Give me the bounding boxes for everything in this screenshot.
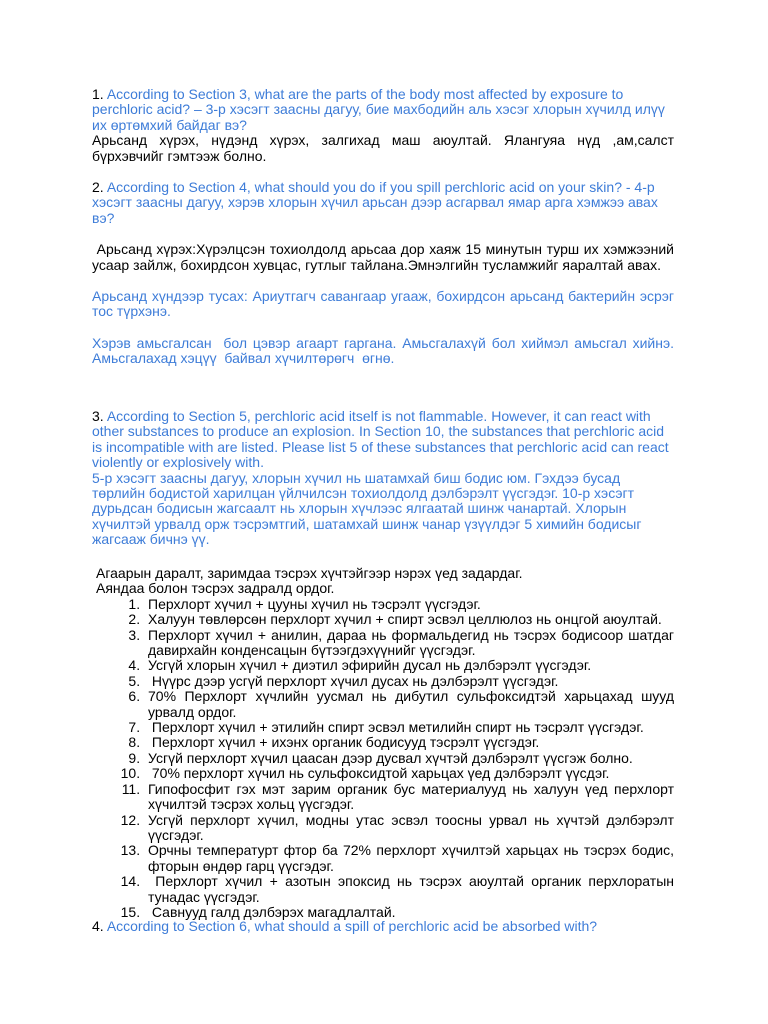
list-item: 12. Усгүй перхлорт хүчил, модны утас эсвэл тоосны урвал нь хүчтэй дэлбэрэлт үүсгэдэг.: [144, 813, 674, 844]
list-item: 10. 70% перхлорт хүчил нь сульфоксидтой харьцах үед дэлбэрэлт үүсдэг.: [144, 766, 674, 781]
list-item: 2. Халуун төвлөрсөн перхлорт хүчил + спирт эсвэл целлюлоз нь онцгой аюултай.: [144, 612, 674, 627]
answer-intro-1: Агаарын даралт, заримдаа тэсрэх хүчтэйгээр нэрэх үед задардаг.: [96, 565, 523, 581]
question-4-prompt: According to Section 6, what should a spill of perchloric acid be absorbed with?: [106, 918, 598, 934]
list-item: 8. Перхлорт хүчил + ихэнх органик бодисууд тэсрэлт үүсгэдэг.: [144, 735, 674, 750]
list-item: 13. Орчны температурт фтор ба 72% перхлорт хүчилтэй харьцах нь тэсрэх бодис, фторын өндөр гарц үүсгэдэг.: [144, 843, 674, 874]
question-3-prompt-mn: 5-р хэсэгт заасны дагуу, хлорын хүчил нь шатамхай биш бодис юм. Гэхдээ бусад төрлийн бодистой харилцан үйлчилсэн тохиолдолд дэлбэрэлт үүсгэдэг. 10-р хэсэгт дурьдсан бодисын жагсаалт нь хлорын хүчлээс ялгаатай шинж чанартай. Хлорын хүчилтэй урвалд орж тэсрэмтгий, шатамхай шинж чанар үзүүлдэг 5 химийн бодисыг жагсааж бичнэ үү.: [92, 469, 642, 548]
list-item: 3. Перхлорт хүчил + анилин, дараа нь формальдегид нь тэсрэх бодисоор шатдаг давирхайн конденсацын бүтээгдэхүүнийг үүсгэдэг.: [144, 628, 674, 659]
question-2-prompt: According to Section 4, what should you do if you spill perchloric acid on your skin? - 4-р хэсэгт заасны дагуу, хэрэв хлорын хүчил арьсан дээр асгарвал ямар арга хэмжээ авах вэ?: [92, 179, 658, 226]
question-4-number: 4.: [92, 918, 104, 934]
question-1-number: 1.: [92, 86, 104, 102]
list-item: 15. Савнууд галд дэлбэрэх магадлалтай.: [144, 905, 674, 920]
question-3-text: [92, 409, 674, 471]
question-4: [92, 919, 674, 934]
question-4-text: [92, 919, 674, 934]
question-2-answer-3: Хэрэв амьсгалсан бол цэвэр агаарт гаргана. Амьсгалахүй бол хиймэл амьсгал хийнэ. Амьсгалахад хэцүү байвал хүчилтөрөгч өгнө.: [92, 334, 678, 367]
question-3-answer: [96, 565, 678, 920]
question-3-number: 3.: [92, 408, 104, 424]
question-2: [92, 179, 678, 367]
question-3-prompt-en: According to Section 5, perchloric acid itself is not flammable. However, it can react with other substances to produce an explosion. In Section 10, the substances that perchloric acid is incompatible with are listed. Please list 5 of these substances that perchloric acid can react violently or explosively with.: [92, 408, 669, 471]
question-2-answer-1: Арьсанд хүрэх:Хүрэлцсэн тохиолдолд арьсаа дор хаяж 15 минутын турш их хэмжээний усаар зайлж, бохирдсон хувцас, гутлыг тайлана.Эмнэлгийн тусламжийг яаралтай авах.: [92, 241, 678, 273]
question-2-text: [92, 180, 674, 226]
list-item: 9. Усгүй перхлорт хүчил цаасан дээр дусвал хүчтэй дэлбэрэлт үүсгэж болно.: [144, 751, 674, 766]
list-item: 7. Перхлорт хүчил + этилийн спирт эсвэл метилийн спирт нь тэсрэлт үүсгэдэг.: [144, 720, 674, 735]
substance-list: [96, 595, 678, 921]
list-item: 4. Усгүй хлорын хүчил + диэтил эфирийн дусал нь дэлбэрэлт үүсгэдэг.: [144, 658, 674, 673]
question-1: [92, 87, 674, 164]
list-item: 5. Нүүрс дээр усгүй перхлорт хүчил дусах нь дэлбэрэлт үүсгэдэг.: [144, 674, 674, 689]
question-2-number: 2.: [92, 179, 104, 195]
question-2-answer-2: Арьсанд хүндээр тусах: Ариутгагч савангаар угааж, бохирдсон арьсанд бактерийн эсрэг тос түрхэнэ.: [92, 288, 674, 320]
question-1-text: [92, 87, 674, 133]
list-item: 1. Перхлорт хүчил + цууны хүчил нь тэсрэлт үүсгэдэг.: [144, 597, 674, 612]
question-3: [92, 409, 674, 548]
list-item: 6. 70% Перхлорт хүчлийн уусмал нь дибутил сульфоксидтэй харьцахад шууд урвалд ордог.: [144, 689, 674, 720]
list-item: 14. Перхлорт хүчил + азотын эпоксид нь тэсрэх аюултай органик перхлоратын тунадас үүсгэдэг.: [144, 874, 674, 905]
answer-intro-2: Аяндаа болон тэсрэх задралд ордог.: [96, 580, 335, 597]
question-1-prompt: According to Section 3, what are the parts of the body most affected by exposure to perchloric acid? – 3-р хэсэгт заасны дагуу, бие махбодийн аль хэсэг хлорын хүчилд илүү их өртөмхий байдаг вэ?: [92, 86, 665, 133]
list-item: 11. Гипофосфит гэх мэт зарим органик бус материалууд нь халуун үед перхлорт хүчилтэй тэсрэх хольц үүсгэдэг.: [144, 782, 674, 813]
question-1-answer: Арьсанд хүрэх, нүдэнд хүрэх, залгихад маш аюултай. Ялангуяа нүд ,ам,салст бүрхэвчийг гэмтээж болно.: [92, 132, 674, 164]
